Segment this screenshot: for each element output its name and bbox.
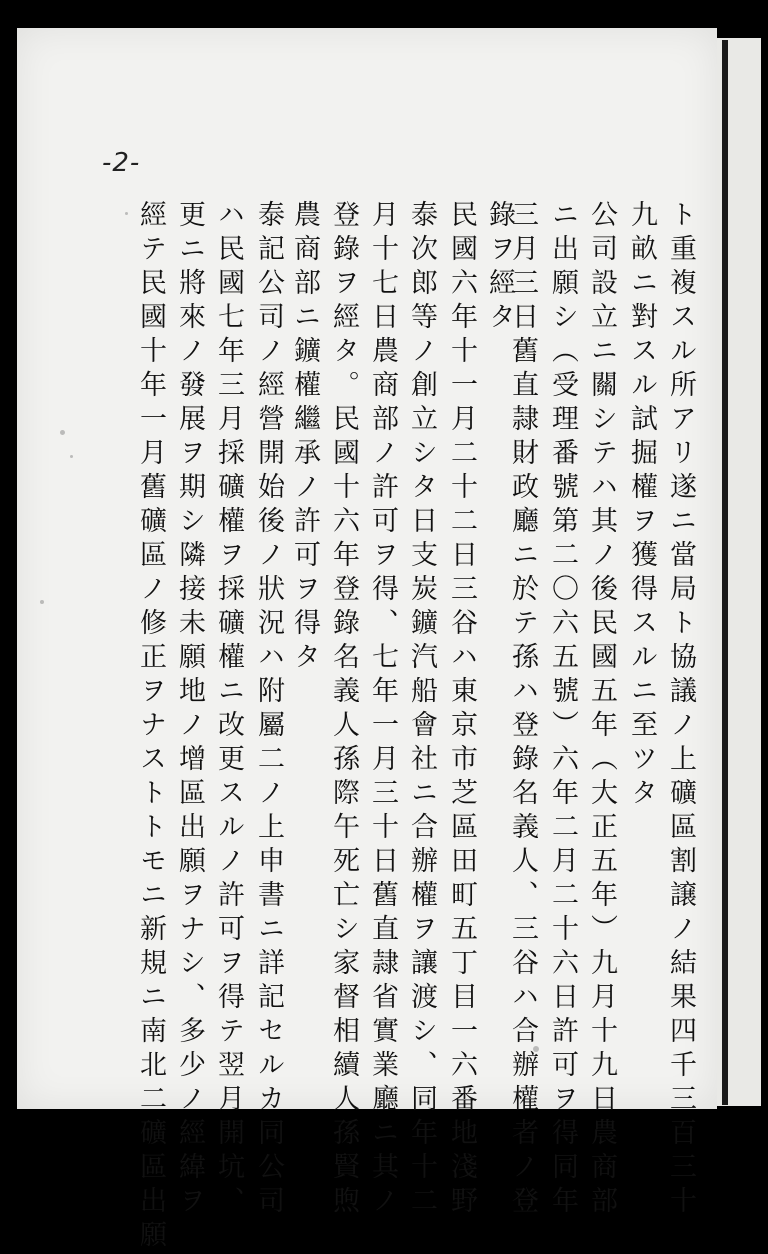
text-column-11: 農商部ニ鑛權繼承ノ許可ヲ得タ [289,200,320,676]
text-column-7: 民國六年十一月二十二日三谷ハ東京市芝區田町五丁目一六番地淺野 [446,200,477,1220]
text-column-8: 泰次郎等ノ創立シタ日支炭鑛汽船會社ニ合辦權ヲ讓渡シ、同年十二 [406,200,437,1220]
paper-speck [70,455,73,458]
text-column-3: 公司設立ニ關シテハ其ノ後民國五年（大正五年）九月十九日農商部 [586,200,617,1220]
paper-speck [533,1046,539,1052]
text-column-14: 更ニ將來ノ發展ヲ期シ隣接未願地ノ增區出願ヲナシ、多少ノ經緯ヲ [174,200,205,1220]
page-number: -2- [102,148,141,178]
text-column-12: 泰記公司ノ經營開始後ノ狀況ハ附屬二ノ上申書ニ詳記セルカ同公司 [253,200,284,1220]
text-column-13: ハ民國七年三月採礦權ヲ採礦權ニ改更スルノ許可ヲ得テ翌月開坑、 [213,200,244,1220]
text-column-2: 九畝ニ對スル試掘權ヲ獲得スルニ至ツタ [626,200,657,812]
text-column-4: ニ出願シ（受理番號第二〇六五號）六年二月二十六日許可ヲ得同年 [547,200,578,1220]
binding-line [722,40,728,1105]
text-column-15: 經テ民國十年一月舊礦區ノ修正ヲナストトモニ新規ニ南北二礦區出願 [135,200,166,1254]
paper-speck [60,430,65,435]
text-column-9: 月十七日農商部ノ許可ヲ得、七年一月三十日舊直隷省實業廳ニ其ノ [367,200,398,1220]
text-column-6: 錄ヲ經タ [484,200,515,336]
paper-speck [40,600,44,604]
paper-speck [125,212,128,215]
text-column-10: 登錄ヲ經タ。民國十六年登錄名義人孫際午死亡シ家督相續人孫賢煦 [328,200,359,1220]
text-column-1: ト重複スル所アリ遂ニ當局ト協議ノ上礦區割譲ノ結果四千三百三十 [665,200,696,1220]
text-column-5: 三月三日舊直隷財政廳ニ於テ孫ハ登錄名義人、三谷ハ合辦權者ノ登 [507,200,538,1220]
